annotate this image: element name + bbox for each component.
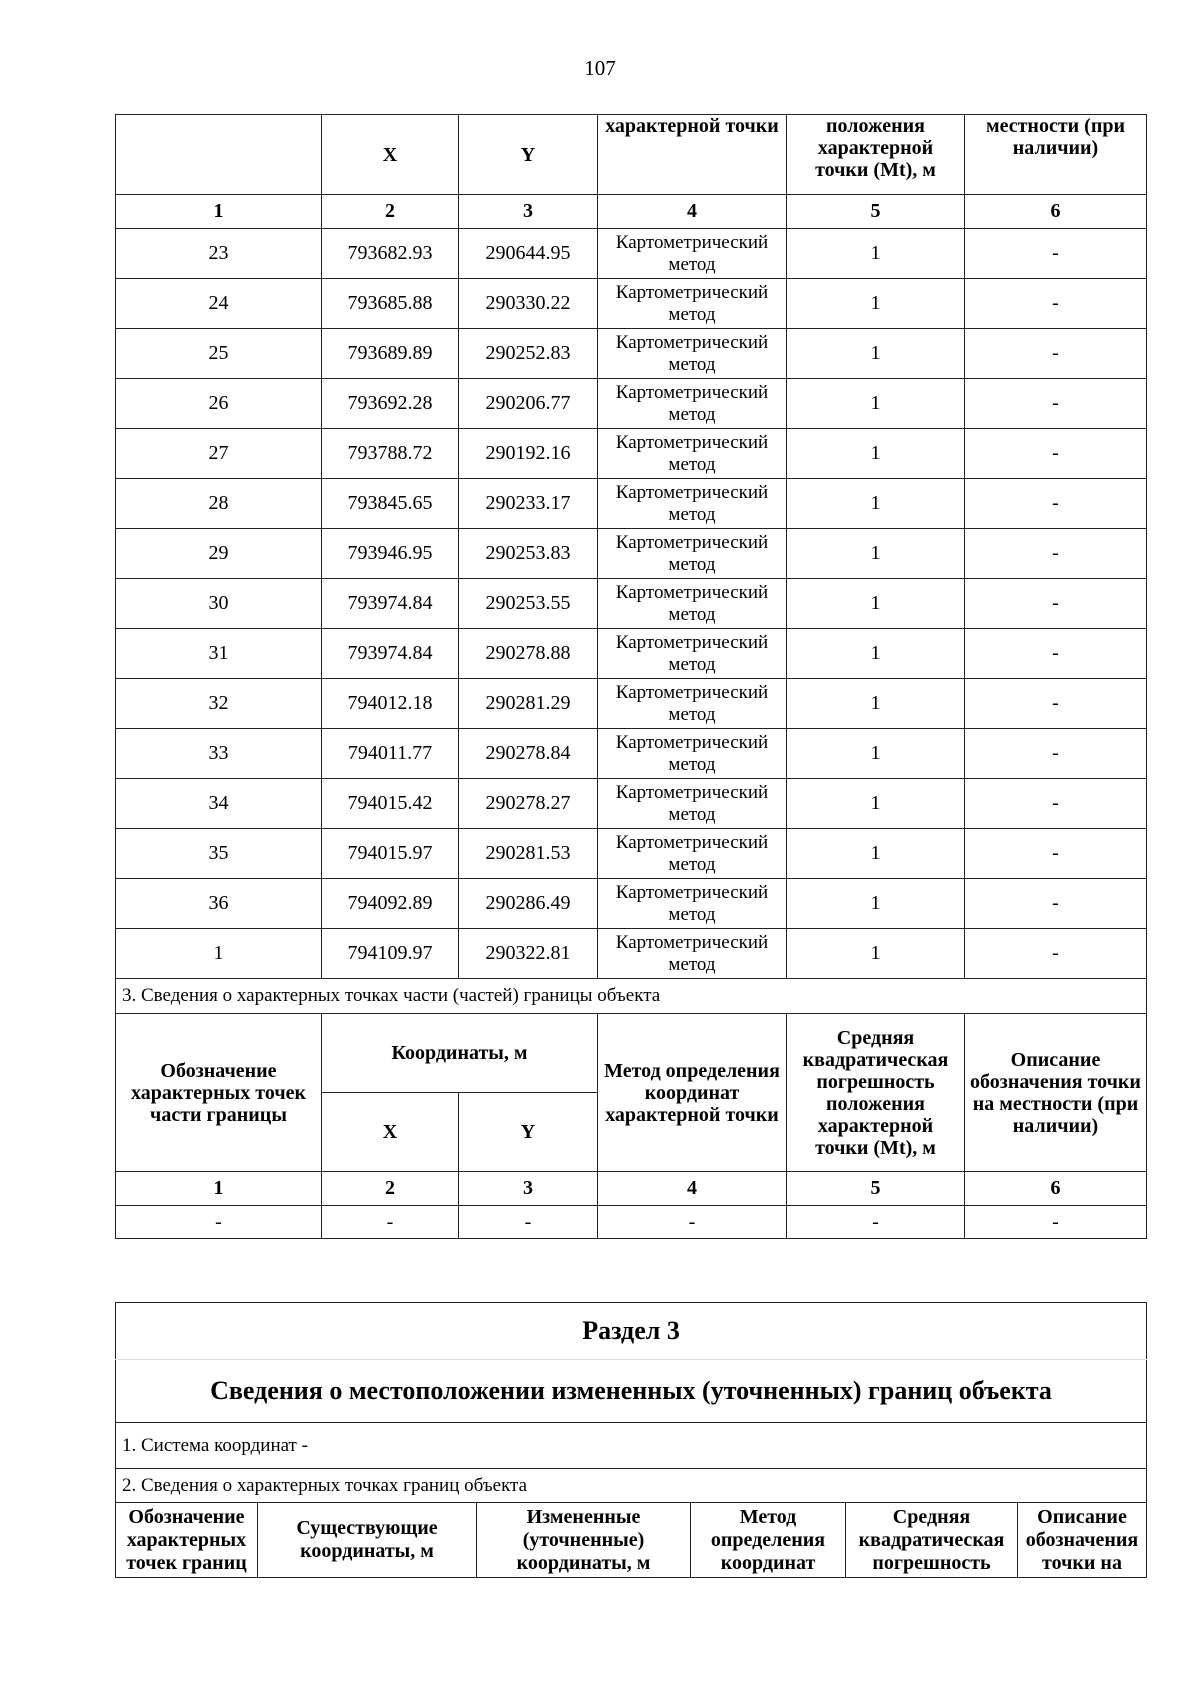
table-row — [116, 529, 1147, 579]
column-number: 6 — [965, 195, 1147, 229]
x-coordinate: 793689.89 — [322, 329, 459, 379]
table-row — [116, 279, 1147, 329]
table-header-row — [116, 115, 1147, 195]
accuracy: 1 — [787, 629, 965, 679]
x-coordinate: 793845.65 — [322, 479, 459, 529]
header-changed-coords: Измененные (уточненные) координаты, м — [477, 1503, 691, 1578]
table-row — [116, 929, 1147, 979]
accuracy: 1 — [787, 829, 965, 879]
x-coordinate: 793692.28 — [322, 379, 459, 429]
accuracy: 1 — [787, 479, 965, 529]
page-number: 107 — [584, 56, 616, 80]
x-coordinate: 794012.18 — [322, 679, 459, 729]
accuracy: 1 — [787, 729, 965, 779]
header-accuracy: положения характерной точки (Mt), м — [787, 115, 965, 195]
table-cell: - — [116, 1206, 322, 1239]
accuracy: 1 — [787, 529, 965, 579]
y-coordinate: 290278.88 — [459, 629, 598, 679]
table-row — [116, 479, 1147, 529]
section-subtitle-row — [116, 1360, 1147, 1423]
description: - — [965, 929, 1147, 979]
column-number: 1 — [116, 195, 322, 229]
y-coordinate: 290644.95 — [459, 229, 598, 279]
method: Картометрический метод — [598, 679, 787, 729]
method: Картометрический метод — [598, 529, 787, 579]
table-cell: - — [787, 1206, 965, 1239]
y-coordinate: 290278.84 — [459, 729, 598, 779]
header-y: Y — [459, 115, 598, 195]
point-number: 26 — [116, 379, 322, 429]
point-number: 31 — [116, 629, 322, 679]
point-number: 34 — [116, 779, 322, 829]
header-designation: Обозначение характерных точек границ — [116, 1503, 258, 1578]
part3-header-accuracy: Средняя квадратическая погрешность положения характерной точки (Mt), м — [787, 1014, 965, 1172]
y-coordinate: 290322.81 — [459, 929, 598, 979]
table-cell: - — [459, 1206, 598, 1239]
table-cell: - — [965, 1206, 1147, 1239]
part3-header-description: Описание обозначения точки на местности (при наличии) — [965, 1014, 1147, 1172]
accuracy: 1 — [787, 279, 965, 329]
method: Картометрический метод — [598, 629, 787, 679]
table-cell: - — [322, 1206, 459, 1239]
x-coordinate: 793946.95 — [322, 529, 459, 579]
part3-title-row — [116, 979, 1147, 1014]
point-number: 35 — [116, 829, 322, 879]
header-method: характерной точки — [598, 115, 787, 195]
description: - — [965, 529, 1147, 579]
accuracy: 1 — [787, 579, 965, 629]
table-row — [116, 729, 1147, 779]
part3-data-row — [116, 1206, 1147, 1239]
description: - — [965, 379, 1147, 429]
method: Картометрический метод — [598, 479, 787, 529]
x-coordinate: 794109.97 — [322, 929, 459, 979]
description: - — [965, 679, 1147, 729]
column-number: 4 — [598, 1172, 787, 1206]
section-title-row — [116, 1303, 1147, 1360]
accuracy: 1 — [787, 879, 965, 929]
method: Картометрический метод — [598, 229, 787, 279]
y-coordinate: 290278.27 — [459, 779, 598, 829]
header-method: Метод определения координат — [691, 1503, 846, 1578]
method: Картометрический метод — [598, 579, 787, 629]
section3-table — [115, 1302, 1147, 1578]
table-row — [116, 879, 1147, 929]
part3-header-x: X — [322, 1093, 459, 1172]
method: Картометрический метод — [598, 879, 787, 929]
header-description: местности (при наличии) — [965, 115, 1147, 195]
column-number: 3 — [459, 1172, 598, 1206]
column-number: 1 — [116, 1172, 322, 1206]
part3-title: 3. Сведения о характерных точках части (частей) границы объекта — [116, 979, 1147, 1014]
part3-header-method: Метод определения координат характерной точки — [598, 1014, 787, 1172]
x-coordinate: 794015.97 — [322, 829, 459, 879]
column-number: 2 — [322, 195, 459, 229]
method: Картометрический метод — [598, 729, 787, 779]
part3-header-designation: Обозначение характерных точек части границы — [116, 1014, 322, 1172]
accuracy: 1 — [787, 679, 965, 729]
accuracy: 1 — [787, 379, 965, 429]
column-number: 2 — [322, 1172, 459, 1206]
description: - — [965, 729, 1147, 779]
y-coordinate: 290286.49 — [459, 879, 598, 929]
table-row — [116, 379, 1147, 429]
y-coordinate: 290192.16 — [459, 429, 598, 479]
table-row — [116, 679, 1147, 729]
y-coordinate: 290233.17 — [459, 479, 598, 529]
point-number: 30 — [116, 579, 322, 629]
part3-header-row — [116, 1014, 1147, 1093]
description: - — [965, 279, 1147, 329]
header-existing-coords: Существующие координаты, м — [258, 1503, 477, 1578]
x-coordinate: 794092.89 — [322, 879, 459, 929]
accuracy: 1 — [787, 329, 965, 379]
description: - — [965, 229, 1147, 279]
point-number: 24 — [116, 279, 322, 329]
description: - — [965, 779, 1147, 829]
characteristic-points-table — [115, 114, 1147, 1239]
column-number: 5 — [787, 1172, 965, 1206]
table-row — [116, 579, 1147, 629]
points-title: 2. Сведения о характерных точках границ объекта — [116, 1469, 1147, 1503]
accuracy: 1 — [787, 229, 965, 279]
part3-header-y: Y — [459, 1093, 598, 1172]
point-number: 27 — [116, 429, 322, 479]
header-description: Описание обозначения точки на — [1018, 1503, 1147, 1578]
section-title: Раздел 3 — [116, 1303, 1147, 1360]
header-empty-cell — [116, 115, 322, 195]
coord-system-row — [116, 1423, 1147, 1469]
method: Картометрический метод — [598, 829, 787, 879]
x-coordinate: 793788.72 — [322, 429, 459, 479]
point-number: 25 — [116, 329, 322, 379]
column-number: 4 — [598, 195, 787, 229]
y-coordinate: 290281.53 — [459, 829, 598, 879]
accuracy: 1 — [787, 779, 965, 829]
x-coordinate: 793974.84 — [322, 629, 459, 679]
description: - — [965, 429, 1147, 479]
point-number: 29 — [116, 529, 322, 579]
point-number: 33 — [116, 729, 322, 779]
column-number: 6 — [965, 1172, 1147, 1206]
column-number: 3 — [459, 195, 598, 229]
y-coordinate: 290330.22 — [459, 279, 598, 329]
column-number-row — [116, 195, 1147, 229]
description: - — [965, 629, 1147, 679]
method: Картометрический метод — [598, 779, 787, 829]
description: - — [965, 879, 1147, 929]
table-cell: - — [598, 1206, 787, 1239]
y-coordinate: 290281.29 — [459, 679, 598, 729]
x-coordinate: 793974.84 — [322, 579, 459, 629]
y-coordinate: 290253.83 — [459, 529, 598, 579]
point-number: 32 — [116, 679, 322, 729]
method: Картометрический метод — [598, 279, 787, 329]
x-coordinate: 793685.88 — [322, 279, 459, 329]
description: - — [965, 829, 1147, 879]
table-row — [116, 229, 1147, 279]
accuracy: 1 — [787, 429, 965, 479]
method: Картометрический метод — [598, 329, 787, 379]
x-coordinate: 793682.93 — [322, 229, 459, 279]
point-number: 23 — [116, 229, 322, 279]
table-row — [116, 629, 1147, 679]
x-coordinate: 794011.77 — [322, 729, 459, 779]
section3-header-row — [116, 1503, 1147, 1578]
part3-column-number-row — [116, 1172, 1147, 1206]
section-subtitle: Сведения о местоположении измененных (уточненных) границ объекта — [116, 1360, 1147, 1423]
point-number: 1 — [116, 929, 322, 979]
points-title-row — [116, 1469, 1147, 1503]
description: - — [965, 329, 1147, 379]
description: - — [965, 579, 1147, 629]
y-coordinate: 290253.55 — [459, 579, 598, 629]
part3-header-coords: Координаты, м — [322, 1014, 598, 1093]
header-x: X — [322, 115, 459, 195]
accuracy: 1 — [787, 929, 965, 979]
table-row — [116, 329, 1147, 379]
table-row — [116, 829, 1147, 879]
header-accuracy: Средняя квадратическая погрешность — [846, 1503, 1018, 1578]
coord-system: 1. Система координат - — [116, 1423, 1147, 1469]
point-number: 36 — [116, 879, 322, 929]
x-coordinate: 794015.42 — [322, 779, 459, 829]
description: - — [965, 479, 1147, 529]
y-coordinate: 290252.83 — [459, 329, 598, 379]
method: Картометрический метод — [598, 429, 787, 479]
table-row — [116, 429, 1147, 479]
column-number: 5 — [787, 195, 965, 229]
method: Картометрический метод — [598, 929, 787, 979]
method: Картометрический метод — [598, 379, 787, 429]
table-row — [116, 779, 1147, 829]
point-number: 28 — [116, 479, 322, 529]
y-coordinate: 290206.77 — [459, 379, 598, 429]
